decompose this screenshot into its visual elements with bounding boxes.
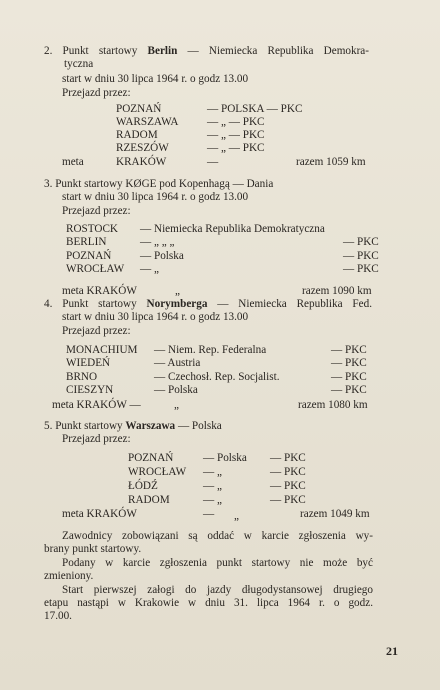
route-2-country-4: — „ — PKC	[207, 142, 265, 154]
route-3-via: Przejazd przez:	[62, 205, 131, 217]
route-2-country-2: — „ — PKC	[207, 116, 265, 128]
route-4-pkc-2: — PKC	[331, 357, 367, 369]
route-4-start: start w dniu 30 lipca 1964 r. o godz 13.00	[62, 311, 249, 323]
route-5-meta-dash: —	[203, 508, 215, 520]
route-4-pkc-1: — PKC	[331, 344, 367, 356]
note-2-line-2: zmieniony.	[44, 570, 94, 582]
note-1-line-1: Zawodnicy zobowiązani są oddać w karcie zgłoszenia wy-	[62, 530, 373, 542]
route-3-meta: meta KRAKÓW	[62, 285, 137, 297]
route-4-pkc-3: — PKC	[331, 371, 367, 383]
route-5-title: 5. Punkt startowy Warszawa — Polska	[44, 420, 222, 432]
route-4-city: Norymberga	[146, 298, 208, 310]
route-2-city-1: POZNAŃ	[116, 103, 162, 115]
route-3-pkc-4: — PKC	[343, 263, 379, 275]
route-4-city-1: MONACHIUM	[66, 344, 138, 356]
route-5-pkc-4: — PKC	[270, 494, 306, 506]
note-3-line-1: Start pierwszej załogi do jazdy długodystansowej drugiego	[62, 584, 373, 596]
route-5-country-2: — „	[203, 466, 222, 478]
route-5-country-1: — Polska	[203, 452, 247, 464]
note-3-line-3: 17.00.	[44, 610, 72, 622]
route-5-city: Warszawa	[125, 420, 176, 432]
route-2-meta-dash: —	[207, 156, 219, 168]
route-2-via: Przejazd przez:	[62, 87, 131, 99]
route-5-city-4: RADOM	[128, 494, 170, 506]
note-2-line-1: Podany w karcie zgłoszenia punkt startowy nie może być	[62, 557, 373, 569]
route-3-city-3: POZNAŃ	[66, 250, 112, 262]
route-2-city-3: RADOM	[116, 129, 158, 141]
route-4-city-4: CIESZYN	[66, 384, 114, 396]
route-3-country-4: — „	[140, 263, 159, 275]
route-5-pkc-3: — PKC	[270, 480, 306, 492]
route-3-total: razem 1090 km	[302, 285, 372, 297]
note-1-line-2: brany punkt startowy.	[44, 543, 142, 555]
route-5-country-3: — „	[203, 480, 222, 492]
route-2-country-3: — „ — PKC	[207, 129, 265, 141]
route-2-city: Berlin	[147, 45, 178, 57]
route-2-city-4: RZESZÓW	[116, 142, 169, 154]
page-number: 21	[386, 644, 398, 658]
route-3-meta-mark: „	[175, 285, 180, 297]
route-2-city-2: WARSZAWA	[116, 116, 179, 128]
route-4-city-3: BRNO	[66, 371, 98, 383]
route-2-meta-city: KRAKÓW	[116, 156, 167, 168]
route-2-title: 2. Punkt startowy Berlin — Niemiecka Republika Demokra-	[44, 45, 370, 57]
route-4-via: Przejazd przez:	[62, 325, 131, 337]
route-3-city-2: BERLIN	[66, 236, 107, 248]
route-2-country-1: — POLSKA — PKC	[207, 103, 303, 115]
route-2-start: start w dniu 30 lipca 1964 r. o godz 13.00	[62, 73, 249, 85]
route-3-title: 3. Punkt startowy KØGE pod Kopenhagą — Dania	[44, 178, 274, 190]
route-4-meta-mark: „	[174, 399, 179, 411]
route-4-pkc-4: — PKC	[331, 384, 367, 396]
route-5-city-3: ŁÓDŹ	[128, 480, 158, 492]
route-4-city-2: WIEDEŃ	[66, 357, 111, 369]
route-3-pkc-2: — PKC	[343, 236, 379, 248]
route-3-city-4: WROCŁAW	[66, 263, 125, 275]
route-4-meta: meta KRAKÓW —	[52, 399, 141, 411]
route-5-pkc-2: — PKC	[270, 466, 306, 478]
route-2-meta-label: meta	[62, 156, 84, 168]
route-5-meta: meta KRAKÓW	[62, 508, 137, 520]
route-4-country-3: — Czechosł. Rep. Socjalist.	[154, 371, 280, 383]
route-4-total: razem 1080 km	[298, 399, 368, 411]
route-4-country-2: — Austria	[154, 357, 201, 369]
note-3-line-2: etapu nastąpi w Krakowie w dniu 31. lipca 1964 r. o godz.	[44, 597, 373, 609]
route-5-country-4: — „	[203, 494, 222, 506]
route-3-country-1: — Niemiecka Republika Demokratyczna	[140, 223, 325, 235]
route-2-title-cont: tyczna	[64, 58, 94, 70]
route-5-via: Przejazd przez:	[62, 433, 131, 445]
route-5-meta-mark: „	[234, 510, 239, 522]
route-5-total: razem 1049 km	[300, 508, 370, 520]
route-4-country-1: — Niem. Rep. Federalna	[154, 344, 267, 356]
route-3-country-3: — Polska	[140, 250, 184, 262]
route-5-city-1: POZNAŃ	[128, 452, 174, 464]
route-3-city-1: ROSTOCK	[66, 223, 119, 235]
route-4-title: 4. Punkt startowy Norymberga — Niemiecka Republika Fed.	[44, 298, 372, 310]
route-5-pkc-1: — PKC	[270, 452, 306, 464]
route-3-pkc-3: — PKC	[343, 250, 379, 262]
route-2-total: razem 1059 km	[296, 156, 366, 168]
route-3-start: start w dniu 30 lipca 1964 r. o godz 13.00	[62, 191, 249, 203]
route-3-country-2: — „ „ „	[140, 236, 175, 248]
route-4-country-4: — Polska	[154, 384, 198, 396]
route-5-city-2: WROCŁAW	[128, 466, 187, 478]
